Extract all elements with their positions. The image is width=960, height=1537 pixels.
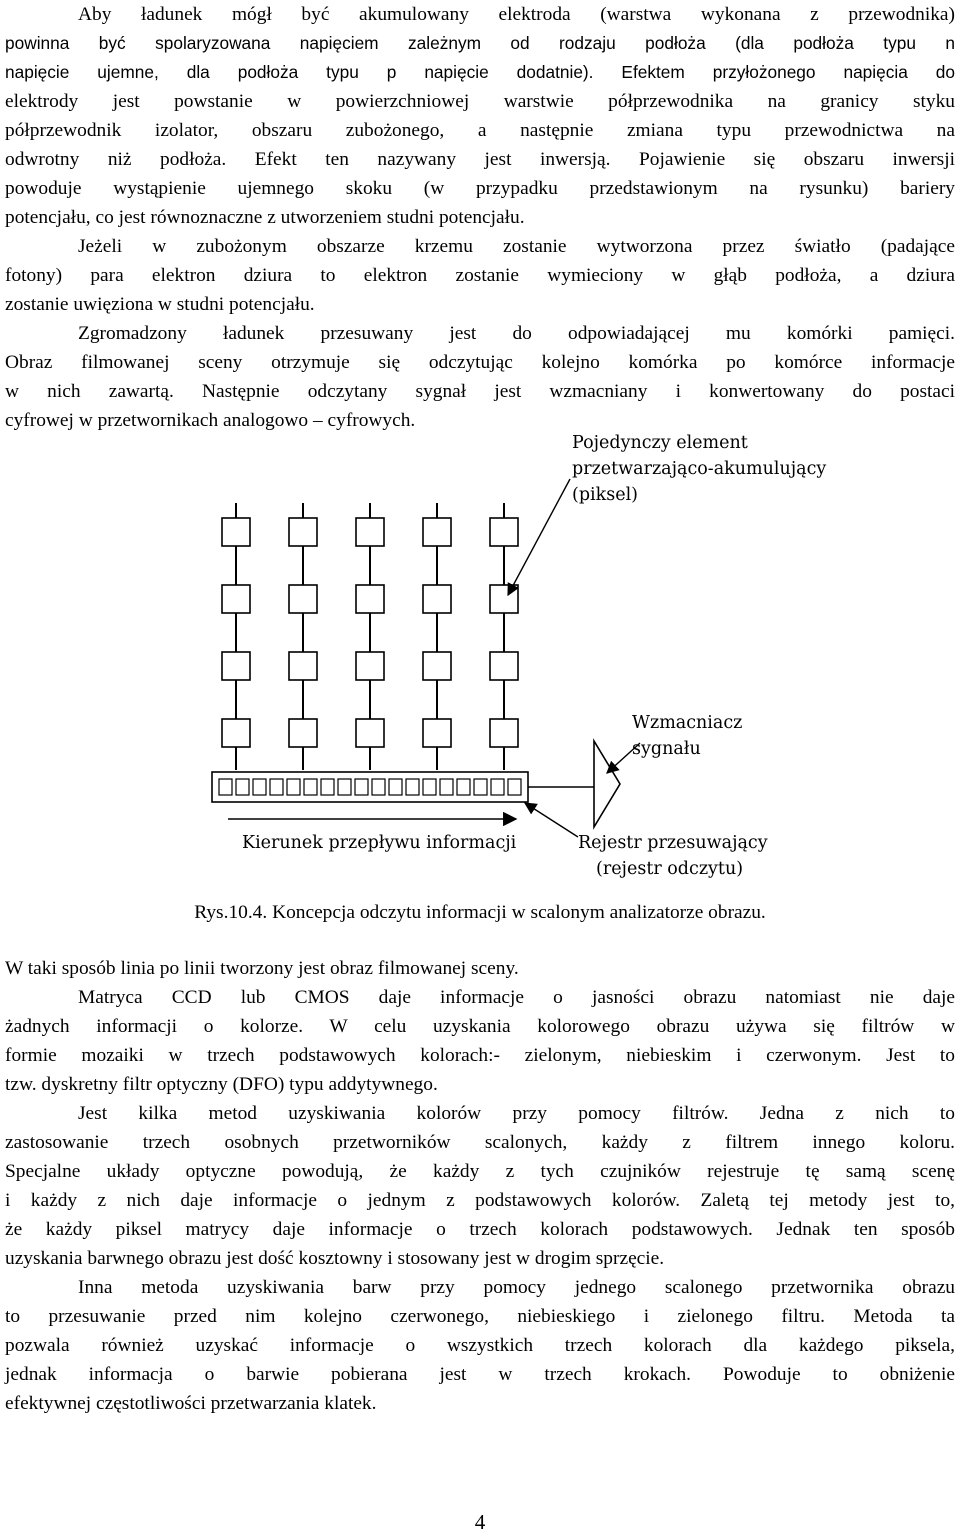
pixel-element bbox=[423, 719, 451, 747]
register-label-line: (rejestr odczytu) bbox=[596, 859, 744, 879]
register-cell bbox=[219, 779, 232, 795]
text-line: jednak informacja o barwie pobierana jest w trzech krokach. Powoduje to obniżenie bbox=[5, 1364, 955, 1385]
direction-label-line: Kierunek przepływu informacji bbox=[242, 833, 517, 853]
register-cell bbox=[338, 779, 351, 795]
register-cell bbox=[406, 779, 419, 795]
pixel-label bbox=[572, 430, 826, 508]
text-line: pozwala również uzyskać informacje o wszystkich trzech kolorach dla każdego piksela, bbox=[5, 1335, 955, 1356]
register-cell bbox=[287, 779, 300, 795]
register-cell bbox=[372, 779, 385, 795]
ccd-readout-figure bbox=[0, 425, 960, 890]
pixel-element bbox=[289, 719, 317, 747]
register-cell bbox=[236, 779, 249, 795]
pixel-element bbox=[423, 585, 451, 613]
page-number: 4 bbox=[474, 1510, 486, 1534]
register-cell bbox=[508, 779, 521, 795]
amplifier-triangle bbox=[594, 741, 620, 827]
amplifier-label bbox=[632, 710, 742, 762]
amplifier-label-line: sygnału bbox=[632, 739, 701, 759]
text-line: uzyskania barwnego obrazu jest dość kosztowny i stosowany jest w drogim sprzęcie. bbox=[5, 1248, 665, 1269]
pixel-element bbox=[222, 719, 250, 747]
register-cell bbox=[270, 779, 283, 795]
pixel-label-line: (piksel) bbox=[572, 485, 638, 505]
text-line: Jeżeli w zubożonym obszarze krzemu zostanie wytworzona przez światło (padające bbox=[78, 236, 955, 257]
text-line: Inna metoda uzyskiwania barw przy pomocy jednego scalonego przetwornika obrazu bbox=[78, 1277, 955, 1298]
register-callout-line bbox=[525, 803, 578, 837]
register-cell bbox=[440, 779, 453, 795]
text-line: W taki sposób linia po linii tworzony jest obraz filmowanej sceny. bbox=[5, 958, 519, 979]
text-line: odwrotny niż podłoża. Efekt ten nazywany jest inwersją. Pojawienie się obszaru inwersji bbox=[5, 149, 955, 170]
pixel-element bbox=[490, 719, 518, 747]
text-line: fotony) para elektron dziura to elektron zostanie wymieciony w głąb podłoża, a dziura bbox=[5, 265, 955, 286]
pixel-element bbox=[222, 652, 250, 680]
text-line: Jest kilka metod uzyskiwania kolorów przy pomocy filtrów. Jedna z nich to bbox=[78, 1103, 955, 1124]
body-text-bottom bbox=[5, 954, 955, 1418]
register-cell bbox=[474, 779, 487, 795]
pixel-label-line: przetwarzająco-akumulujący bbox=[572, 459, 827, 479]
text-line: cyfrowej w przetwornikach analogowo – cyfrowych. bbox=[5, 410, 416, 431]
body-text-top bbox=[5, 0, 955, 435]
pixel-element bbox=[356, 719, 384, 747]
text-line: elektrody jest powstanie w powierzchniowej warstwie półprzewodnika na granicy styku bbox=[5, 91, 955, 112]
text-line: tzw. dyskretny filtr optyczny (DFO) typu addytywnego. bbox=[5, 1074, 438, 1095]
text-line: potencjału, co jest równoznaczne z utworzeniem studni potencjału. bbox=[5, 207, 525, 228]
pixel-element bbox=[356, 585, 384, 613]
text-line: Zgromadzony ładunek przesuwany jest do odpowiadającej mu komórki pamięci. bbox=[78, 323, 955, 344]
amplifier-label-line: Wzmacniacz bbox=[632, 713, 743, 733]
pixel-element bbox=[490, 652, 518, 680]
text-line: zostanie uwięziona w studni potencjału. bbox=[5, 294, 315, 315]
text-line: Obraz filmowanej sceny otrzymuje się odczytując kolejno komórka po komórce informacje bbox=[5, 352, 955, 373]
text-line: to przesuwanie przed nim kolejno czerwonego, niebieskiego i zielonego filtru. Metoda ta bbox=[5, 1306, 955, 1327]
register-cell bbox=[304, 779, 317, 795]
text-line: i każdy z nich daje informacje o jednym z podstawowych kolorów. Zaletą tej metody jest to, bbox=[5, 1190, 955, 1211]
register-cell bbox=[389, 779, 402, 795]
text-line: w nich zawartą. Następnie odczytany sygnał jest wzmacniany i konwertowany do postaci bbox=[5, 381, 955, 402]
text-line: że każdy piksel matrycy daje informacje o trzech kolorach podstawowych. Jednak ten sposób bbox=[5, 1219, 955, 1240]
pixel-element bbox=[356, 518, 384, 546]
text-line: formie mozaiki w trzech podstawowych kolorach:- zielonym, niebieskim i czerwonym. Jest to bbox=[5, 1045, 955, 1066]
register-cell bbox=[253, 779, 266, 795]
pixel-element bbox=[356, 652, 384, 680]
pixel-element bbox=[222, 518, 250, 546]
register-cell bbox=[355, 779, 368, 795]
pixel-element bbox=[423, 518, 451, 546]
register-label-line: Rejestr przesuwający bbox=[578, 833, 768, 853]
pixel-element bbox=[289, 652, 317, 680]
register-cell bbox=[321, 779, 334, 795]
text-line: żadnych informacji o kolorze. W celu uzyskania kolorowego obrazu używa się filtrów w bbox=[5, 1016, 955, 1037]
pixel-grid bbox=[212, 503, 620, 827]
text-line: napięcie ujemne, dla podłoża typu p napięcie dodatnie). Efektem przyłożonego napięcia do bbox=[5, 62, 955, 82]
text-line: zastosowanie trzech osobnych przetworników scalonych, każdy z filtrem innego koloru. bbox=[5, 1132, 955, 1153]
text-line: Matryca CCD lub CMOS daje informacje o jasności obrazu natomiast nie daje bbox=[78, 987, 955, 1008]
pixel-element bbox=[490, 518, 518, 546]
register-cell bbox=[491, 779, 504, 795]
direction-label bbox=[242, 830, 516, 856]
register-cell bbox=[423, 779, 436, 795]
pixel-element bbox=[289, 585, 317, 613]
pixel-element bbox=[423, 652, 451, 680]
pixel-element bbox=[289, 518, 317, 546]
text-line: powinna być spolaryzowana napięciem zależnym od rodzaju podłoża (dla podłoża typu n bbox=[5, 33, 955, 53]
register-cell bbox=[457, 779, 470, 795]
pixel-label-line: Pojedynczy element bbox=[572, 433, 748, 453]
text-line: półprzewodnik izolator, obszaru zubożonego, a następnie zmiana typu przewodnictwa na bbox=[5, 120, 955, 141]
text-line: Specjalne układy optyczne powodują, że każdy z tych czujników rejestruje tę samą scenę bbox=[5, 1161, 955, 1182]
text-line: powoduje wystąpienie ujemnego skoku (w przypadku przedstawionym na rysunku) bariery bbox=[5, 178, 955, 199]
text-line: efektywnej częstotliwości przetwarzania klatek. bbox=[5, 1393, 377, 1414]
pixel-element bbox=[222, 585, 250, 613]
text-line: Aby ładunek mógł być akumulowany elektroda (warstwa wykonana z przewodnika) bbox=[78, 4, 955, 25]
register-label bbox=[578, 830, 768, 882]
figure-caption: Rys.10.4. Koncepcja odczytu informacji w scalonym analizatorze obrazu. bbox=[194, 902, 766, 923]
pixel-element bbox=[490, 585, 518, 613]
